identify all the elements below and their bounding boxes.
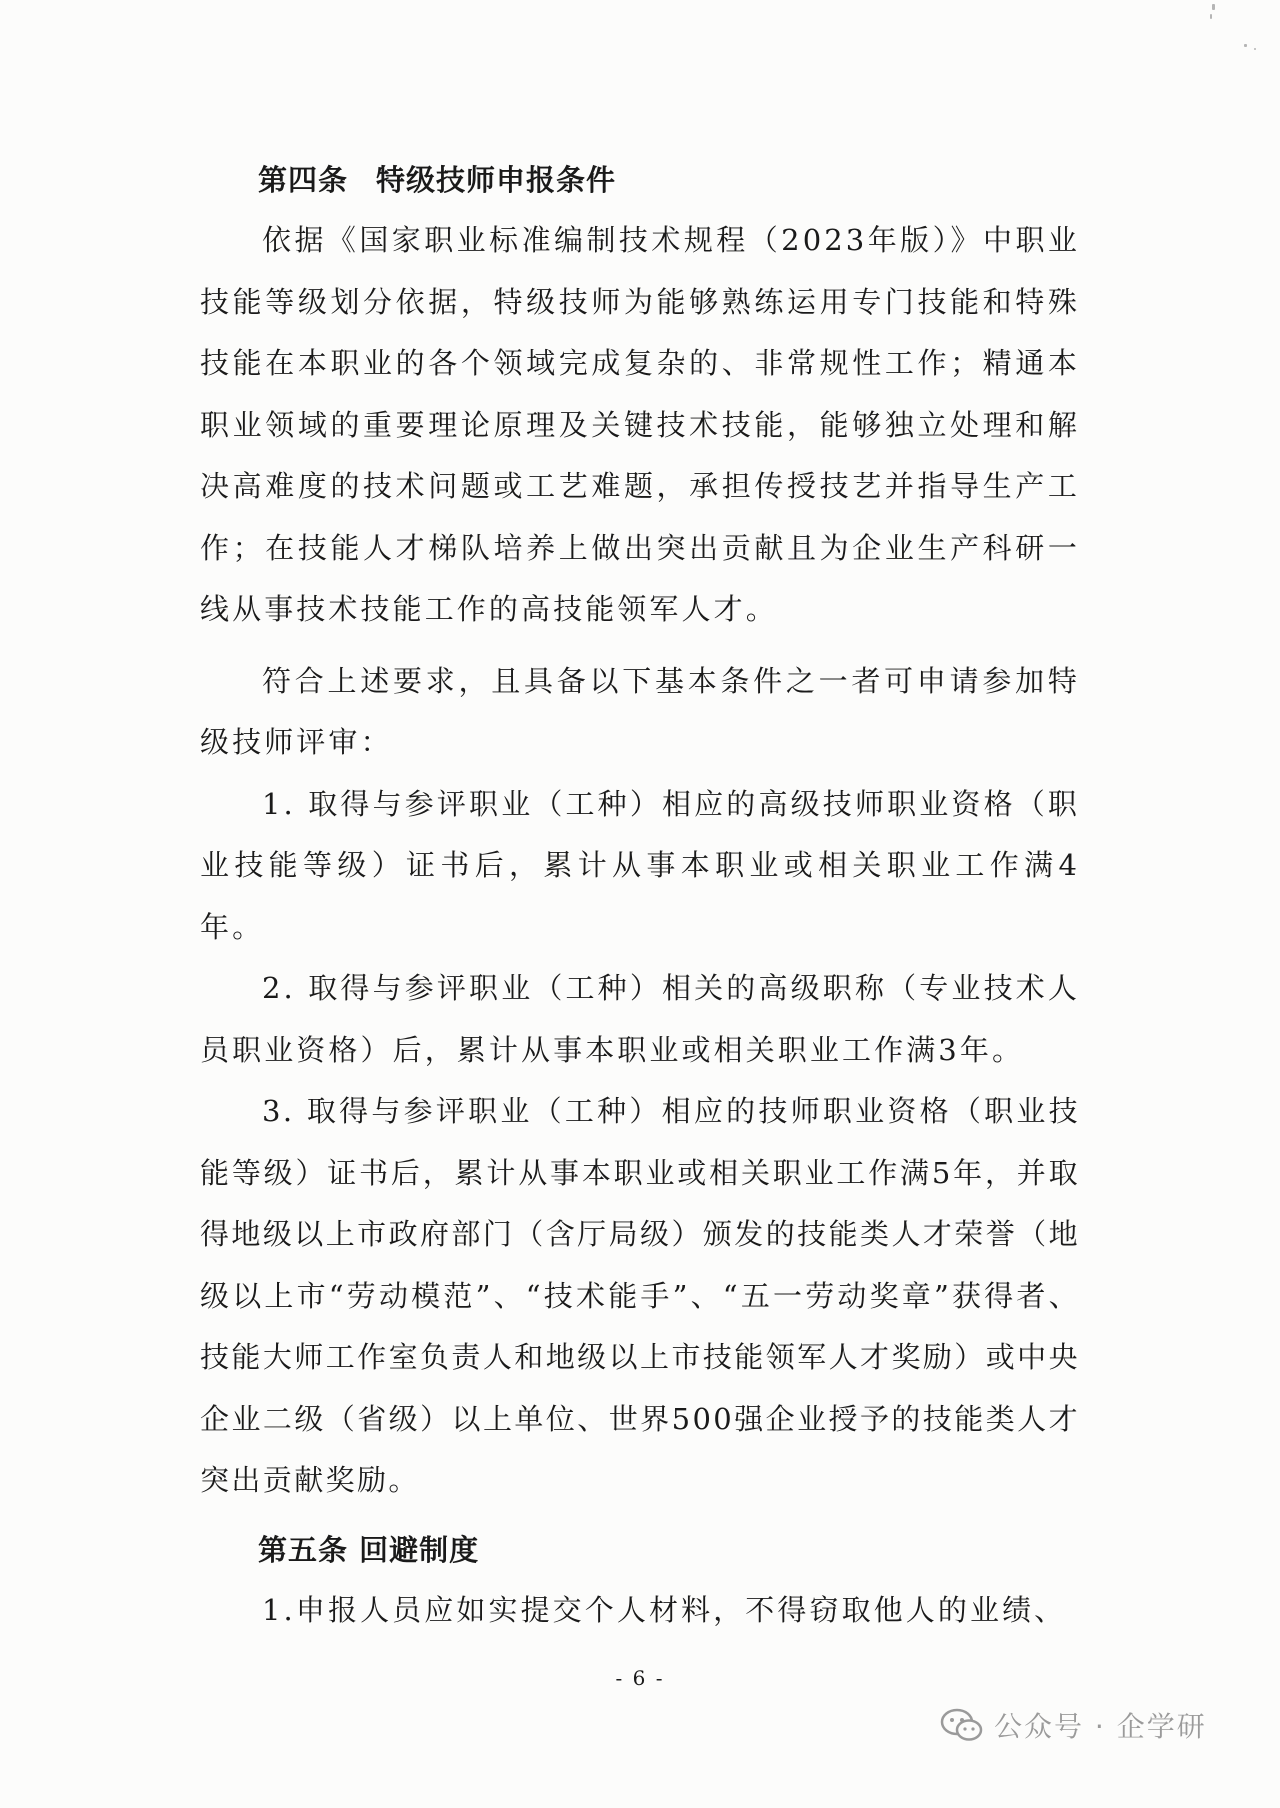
article-4-paragraph-1: 依据《国家职业标准编制技术规程（2023年版）》中职业技能等级划分依据，特级技师为能够熟练运用专门技能和特殊技能在本职业的各个领域完成复杂的、非常规性工作；精通本职业领域的重要理论原理及关键技术技能，能够独立处理和解决高难度的技术问题或工艺难题，承担传授技艺并指导生产工作；在技能人才梯队培养上做出突出贡献且为企业生产科研一线从事技术技能工作的高技能领军人才。	[200, 223, 1080, 626]
article-4-paragraph-2: 符合上述要求，且具备以下基本条件之一者可申请参加特级技师评审：	[200, 663, 1080, 759]
page-number: - 6 -	[615, 1666, 665, 1690]
scan-speck	[1254, 48, 1256, 50]
article-5-item-1: 1.申报人员应如实提交个人材料，不得窃取他人的业绩、	[262, 1592, 1067, 1627]
scan-speck	[1212, 4, 1215, 10]
document-body	[200, 150, 1080, 1641]
article-4-heading	[200, 150, 1080, 210]
watermark	[940, 1705, 1207, 1745]
scan-speck	[1210, 14, 1212, 19]
article-4-item-3: 3. 取得与参评职业（工种）相应的技师职业资格（职业技能等级）证书后，累计从事本职业或相关职业工作满5年，并取得地级以上市政府部门（含厅局级）颁发的技能类人才荣誉（地级以上市“劳动模范”、“技术能手”、“五一劳动奖章”获得者、技能大师工作室负责人和地级以上市技能领军人才奖励）或中央企业二级（省级）以上单位、世界500强企业授予的技能类人才突出贡献奖励。	[200, 1094, 1080, 1497]
wechat-icon	[940, 1707, 984, 1743]
article-4-title: 特级技师申报条件	[376, 163, 617, 197]
article-4-item-1: 1. 取得与参评职业（工种）相应的高级技师职业资格（职业技能等级）证书后，累计从事本职业或相关职业工作满4年。	[200, 786, 1080, 944]
article-4-number: 第四条	[258, 163, 349, 197]
article-5-heading: 第五条 回避制度	[258, 1532, 480, 1567]
article-4-item-2: 2. 取得与参评职业（工种）相关的高级职称（专业技术人员职业资格）后，累计从事本职业或相关职业工作满3年。	[200, 971, 1080, 1067]
scan-speck	[1244, 44, 1247, 47]
watermark-text: 公众号 · 企学研	[994, 1710, 1207, 1743]
